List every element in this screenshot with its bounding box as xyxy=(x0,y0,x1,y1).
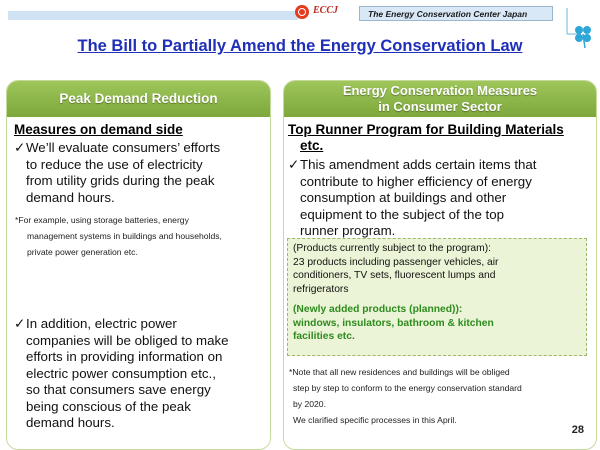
left-heading: Measures on demand side xyxy=(14,122,183,137)
right-panel xyxy=(283,80,597,450)
right-bullet: ✓ This amendment adds certain items that contribute to higher efficiency of energy consumption at buildings and other equipment to the subject of the top runner program. xyxy=(288,157,537,238)
left-panel xyxy=(6,80,271,450)
right-panel-header: Energy Conservation Measures in Consumer Sector xyxy=(284,81,596,117)
right-note: *Note that all new residences and buildings will be obliged step by step to conform to the energy conservation standard by 2020. We clarified specific processes in this April. xyxy=(289,367,522,425)
org-name: The Energy Conservation Center Japan xyxy=(359,6,553,21)
products-box: (Products currently subject to the program): 23 products including passenger vehicles, air conditioners, TV sets, fluorescent lumps and refrigerators (Newly added products (planned)): windows, insulators, bathroom & kitchen facilities etc. xyxy=(287,238,587,356)
check-icon: ✓ xyxy=(14,140,26,155)
left-panel-header: Peak Demand Reduction xyxy=(7,81,270,117)
eccj-logo-icon xyxy=(295,5,309,19)
page-title: The Bill to Partially Amend the Energy Conservation Law xyxy=(77,37,523,55)
page-number: 28 xyxy=(571,424,584,436)
header-stripe xyxy=(8,11,298,20)
left-bullet-1: ✓ We’ll evaluate consumers’ efforts to reduce the use of electricity from utility grids during the peak demand hours. xyxy=(14,140,221,205)
left-panel-body xyxy=(7,117,270,449)
left-note: *For example, using storage batteries, energy management systems in buildings and households, private power generation etc. xyxy=(15,215,222,257)
left-bullet-2: ✓ In addition, electric power companies will be obliged to make efforts in providing information on electric power consumption etc., so that consumers save energy being conscious of the peak demand hours. xyxy=(14,316,229,430)
right-heading: Top Runner Program for Building Materials etc. xyxy=(288,122,564,153)
check-icon: ✓ xyxy=(14,316,26,331)
check-icon: ✓ xyxy=(288,157,300,172)
logo-text: ECCJ xyxy=(313,5,339,16)
right-panel-body xyxy=(284,117,596,449)
